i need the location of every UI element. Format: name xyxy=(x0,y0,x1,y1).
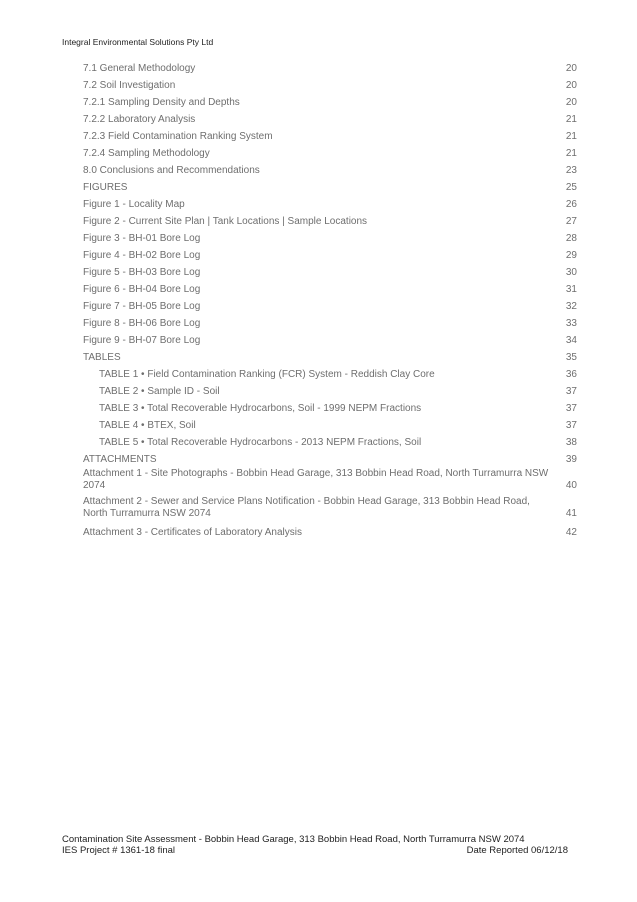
toc-entry-label: Figure 3 - BH-01 Bore Log xyxy=(83,233,201,244)
toc-entry-page-number: 25 xyxy=(565,182,577,193)
toc-entry-label: 7.1 General Methodology xyxy=(83,63,196,74)
toc-entry-page-number: 29 xyxy=(565,250,577,261)
toc-entry-page-number: 37 xyxy=(565,386,577,397)
toc-entry-label: TABLE 3 • Total Recoverable Hydrocarbons, Soil - 1999 NEPM Fractions xyxy=(99,403,422,414)
toc-entry-label: TABLE 2 • Sample ID - Soil xyxy=(99,386,220,397)
table-of-contents xyxy=(83,58,577,539)
toc-entry-label: TABLES xyxy=(83,352,121,363)
toc-entry-label: Figure 2 - Current Site Plan | Tank Locations | Sample Locations xyxy=(83,216,368,227)
toc-entry[interactable] xyxy=(83,347,577,364)
toc-entry-label: 7.2 Soil Investigation xyxy=(83,80,176,91)
toc-entry[interactable] xyxy=(83,143,577,160)
toc-entry-label: Attachment 3 - Certificates of Laboratory Analysis xyxy=(83,527,302,538)
toc-entry-page-number: 20 xyxy=(565,80,577,91)
footer-date-reported: Date Reported 06/12/18 xyxy=(466,845,568,856)
toc-entry-label: TABLE 1 • Field Contamination Ranking (FCR) System - Reddish Clay Core xyxy=(99,369,435,380)
toc-entry-page-number: 21 xyxy=(565,114,577,125)
toc-entry-page-number: 21 xyxy=(565,148,577,159)
toc-entry-label: Attachment 1 - Site Photographs - Bobbin Head Garage, 313 Bobbin Head Road, North Turramurra NSW 2074 xyxy=(83,468,549,491)
toc-entry-label: Figure 4 - BH-02 Bore Log xyxy=(83,250,201,261)
toc-entry-page-number: 38 xyxy=(565,437,577,448)
toc-entry-page-number: 20 xyxy=(565,97,577,108)
toc-entry-page-number: 21 xyxy=(565,131,577,142)
toc-entry[interactable] xyxy=(83,296,577,313)
toc-entry-page-number: 26 xyxy=(565,199,577,210)
footer-project-number: IES Project # 1361-18 final xyxy=(62,845,176,856)
toc-entry-page-number: 35 xyxy=(565,352,577,363)
page-footer xyxy=(62,834,568,856)
toc-entry-label: Figure 9 - BH-07 Bore Log xyxy=(83,335,201,346)
toc-entry[interactable] xyxy=(83,494,577,520)
toc-entry-page-number: 20 xyxy=(565,63,577,74)
toc-entry-label: Figure 7 - BH-05 Bore Log xyxy=(83,301,201,312)
toc-entry[interactable] xyxy=(83,262,577,279)
toc-entry-label: 7.2.3 Field Contamination Ranking System xyxy=(83,131,273,142)
toc-entry[interactable] xyxy=(83,58,577,75)
toc-entry[interactable] xyxy=(83,228,577,245)
toc-entry-page-number: 37 xyxy=(565,420,577,431)
toc-entry[interactable] xyxy=(83,245,577,262)
toc-entry-page-number: 28 xyxy=(565,233,577,244)
toc-entry-page-number: 40 xyxy=(565,480,577,491)
toc-entry-label: Attachment 2 - Sewer and Service Plans Notification - Bobbin Head Garage, 313 Bobbin Head Road, North Turramurra NSW 2074 xyxy=(83,496,530,519)
toc-entry[interactable] xyxy=(83,279,577,296)
toc-entry-page-number: 42 xyxy=(565,527,577,538)
toc-entry[interactable] xyxy=(83,177,577,194)
toc-entry[interactable] xyxy=(83,398,577,415)
toc-entry-page-number: 41 xyxy=(565,508,577,519)
toc-entry-label: Figure 8 - BH-06 Bore Log xyxy=(83,318,201,329)
toc-entry-page-number: 27 xyxy=(565,216,577,227)
toc-entry-page-number: 23 xyxy=(565,165,577,176)
toc-entry-page-number: 34 xyxy=(565,335,577,346)
toc-entry[interactable] xyxy=(83,364,577,381)
toc-entry-page-number: 37 xyxy=(565,403,577,414)
toc-entry[interactable] xyxy=(83,522,577,539)
toc-entry-page-number: 39 xyxy=(565,454,577,465)
toc-entry[interactable] xyxy=(83,160,577,177)
toc-entry-label: 7.2.1 Sampling Density and Depths xyxy=(83,97,240,108)
toc-entry[interactable] xyxy=(83,415,577,432)
toc-entry-label: Figure 1 - Locality Map xyxy=(83,199,185,210)
toc-entry-label: 7.2.4 Sampling Methodology xyxy=(83,148,210,159)
toc-entry-label: ATTACHMENTS xyxy=(83,454,157,465)
toc-entry-page-number: 36 xyxy=(565,369,577,380)
toc-entry-page-number: 32 xyxy=(565,301,577,312)
toc-entry-label: FIGURES xyxy=(83,182,128,193)
toc-entry[interactable] xyxy=(83,194,577,211)
toc-entry[interactable] xyxy=(83,126,577,143)
toc-entry-label: Figure 6 - BH-04 Bore Log xyxy=(83,284,201,295)
toc-entry-label: TABLE 5 • Total Recoverable Hydrocarbons - 2013 NEPM Fractions, Soil xyxy=(99,437,422,448)
toc-entry-label: 7.2.2 Laboratory Analysis xyxy=(83,114,196,125)
toc-entry-label: TABLE 4 • BTEX, Soil xyxy=(99,420,196,431)
toc-entry-page-number: 31 xyxy=(565,284,577,295)
toc-entry[interactable] xyxy=(83,313,577,330)
toc-entry[interactable] xyxy=(83,211,577,228)
toc-entry-label: 8.0 Conclusions and Recommendations xyxy=(83,165,260,176)
toc-entry[interactable] xyxy=(83,466,577,492)
footer-document-title: Contamination Site Assessment - Bobbin Head Garage, 313 Bobbin Head Road, North Turramurra NSW 2074 xyxy=(62,834,525,845)
toc-entry-label: Figure 5 - BH-03 Bore Log xyxy=(83,267,201,278)
toc-entry[interactable] xyxy=(83,330,577,347)
toc-entry[interactable] xyxy=(83,109,577,126)
toc-entry[interactable] xyxy=(83,75,577,92)
toc-entry[interactable] xyxy=(83,92,577,109)
toc-entry[interactable] xyxy=(83,432,577,449)
page-header-company: Integral Environmental Solutions Pty Ltd xyxy=(62,37,214,47)
toc-entry-page-number: 30 xyxy=(565,267,577,278)
toc-entry[interactable] xyxy=(83,449,577,466)
toc-entry[interactable] xyxy=(83,381,577,398)
toc-entry-page-number: 33 xyxy=(565,318,577,329)
